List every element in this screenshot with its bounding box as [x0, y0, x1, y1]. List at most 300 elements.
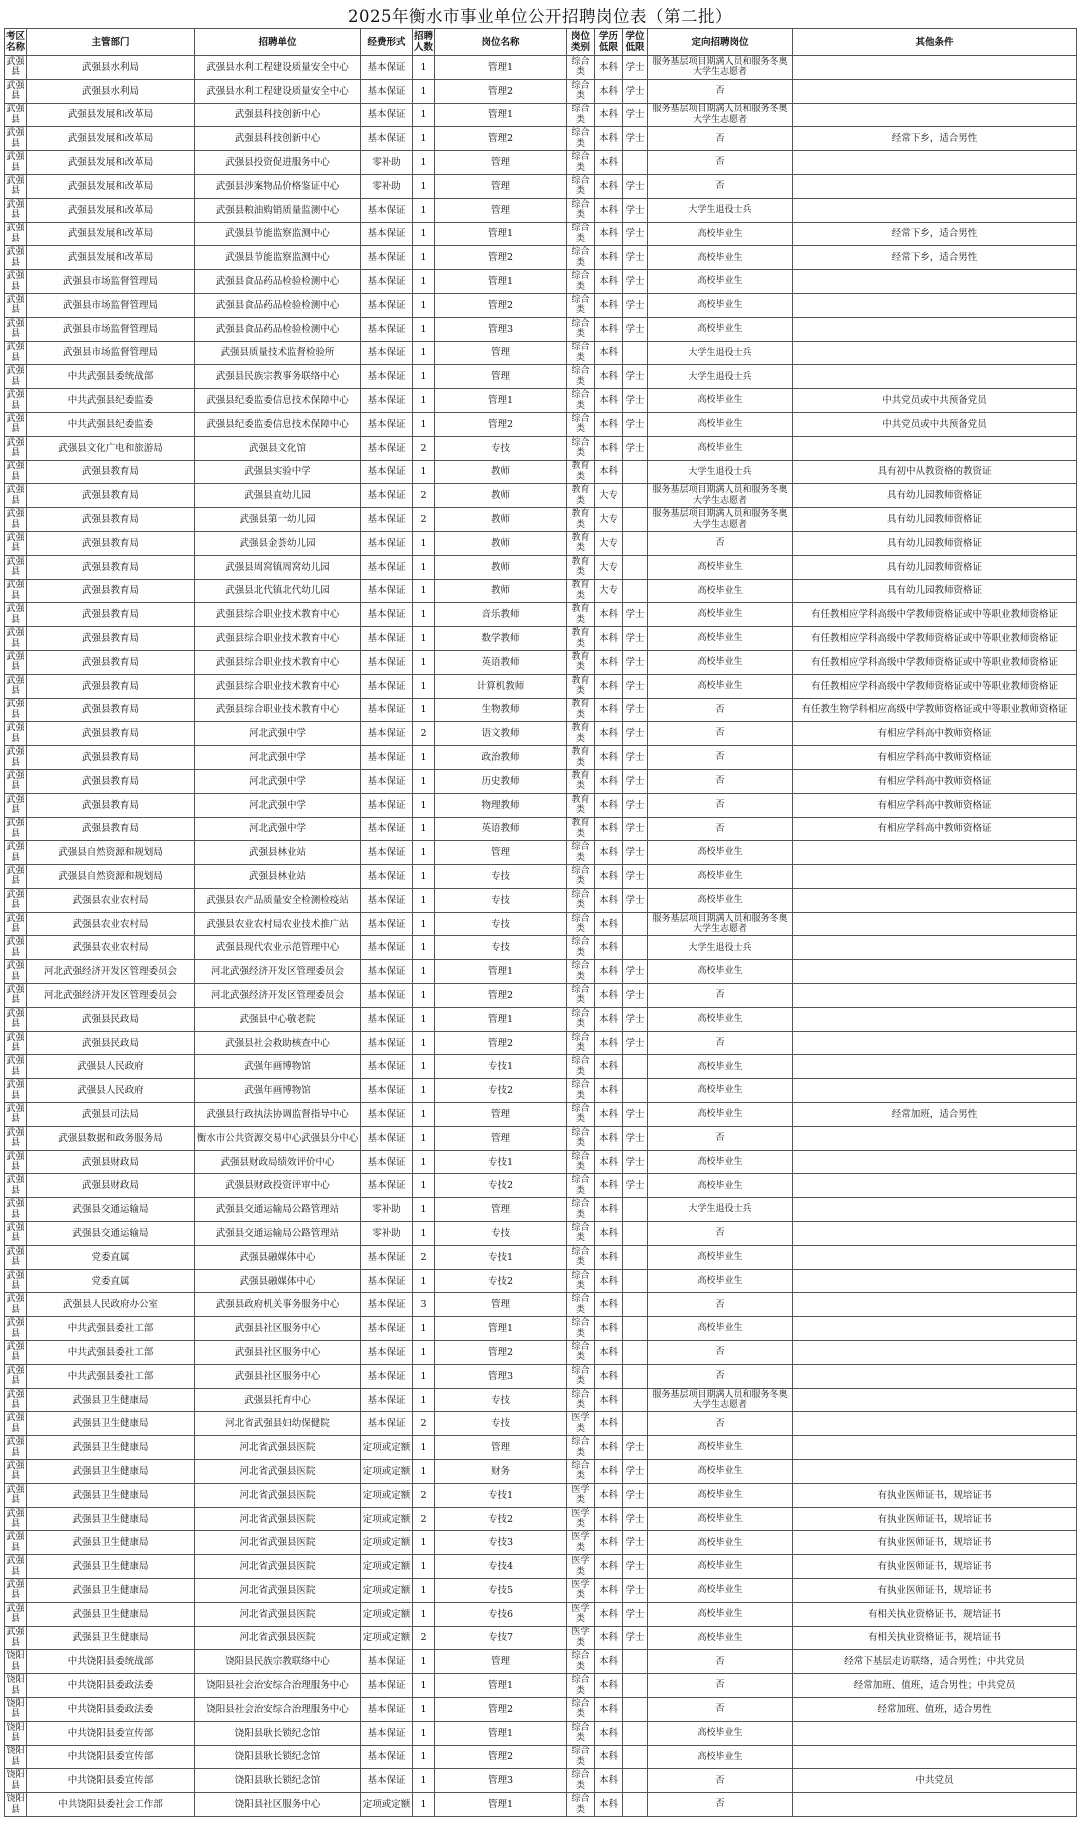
cell-other: 中共党员或中共预备党员 [793, 389, 1077, 413]
cell-position: 管理2 [435, 127, 567, 151]
table-header-row [5, 29, 1077, 56]
cell-targeted: 否 [648, 698, 793, 722]
cell-education: 本科 [595, 1079, 623, 1103]
cell-degree [623, 1364, 648, 1388]
cell-education: 本科 [595, 1317, 623, 1341]
cell-district: 武强县 [6, 199, 25, 221]
cell-count: 3 [413, 1293, 435, 1317]
cell-department: 河北武强经济开发区管理委员会 [27, 960, 195, 984]
cell-category: 医学类 [567, 1531, 595, 1555]
cell-position: 管理 [435, 1126, 567, 1150]
cell-district: 武强县 [6, 1341, 25, 1363]
table-row [5, 1317, 1077, 1341]
cell-degree [623, 531, 648, 555]
cell-other: 有相关执业资格证书，规培证书 [793, 1602, 1077, 1626]
cell-district: 武强县 [6, 128, 25, 149]
cell-funding: 基本保证 [361, 1745, 413, 1769]
cell-funding: 基本保证 [361, 1031, 413, 1055]
cell-count: 2 [413, 436, 435, 460]
table-row [5, 817, 1077, 841]
cell-targeted: 否 [648, 1674, 793, 1698]
cell-targeted: 高校毕业生 [648, 1150, 793, 1174]
cell-targeted: 高校毕业生 [648, 579, 793, 603]
cell-position: 计算机教师 [435, 674, 567, 698]
cell-other [793, 1269, 1077, 1293]
cell-district: 武强县 [6, 366, 25, 387]
table-row [5, 127, 1077, 151]
cell-count: 1 [413, 603, 435, 627]
cell-other [793, 1388, 1077, 1412]
cell-targeted: 否 [648, 1222, 793, 1246]
cell-degree [623, 1198, 648, 1222]
cell-funding: 基本保证 [361, 460, 413, 484]
cell-other [793, 888, 1077, 912]
cell-other: 经常下乡，适合男性 [793, 222, 1077, 246]
cell-other: 有相应学科高中教师资格证 [793, 817, 1077, 841]
cell-department: 武强县卫生健康局 [27, 1388, 195, 1412]
cell-employer: 武强县现代农业示范管理中心 [195, 936, 361, 960]
cell-funding: 基本保证 [361, 103, 413, 127]
cell-count: 1 [413, 79, 435, 103]
cell-employer: 河北省武强县医院 [195, 1460, 361, 1484]
cell-funding: 基本保证 [361, 79, 413, 103]
cell-targeted: 否 [648, 1293, 793, 1317]
cell-education: 大专 [595, 484, 623, 508]
cell-degree: 学士 [623, 317, 648, 341]
cell-employer: 饶阳县耿长锁纪念馆 [195, 1745, 361, 1769]
cell-category: 综合类 [567, 1317, 595, 1341]
cell-position: 管理 [435, 841, 567, 865]
cell-education: 本科 [595, 769, 623, 793]
table-row [5, 1388, 1077, 1412]
cell-count: 1 [413, 984, 435, 1008]
cell-department: 中共武强县委社工部 [27, 1364, 195, 1388]
cell-funding: 定项或定额 [361, 1793, 413, 1817]
cell-department: 武强县市场监督管理局 [27, 293, 195, 317]
table-row [5, 198, 1077, 222]
cell-targeted: 高校毕业生 [648, 1602, 793, 1626]
cell-employer: 武强县食品药品检验检测中心 [195, 317, 361, 341]
cell-category: 综合类 [567, 1793, 595, 1817]
cell-department: 武强县人民政府办公室 [27, 1293, 195, 1317]
cell-employer: 饶阳县社会治安综合治理服务中心 [195, 1674, 361, 1698]
cell-education: 本科 [595, 650, 623, 674]
cell-funding: 定项或定额 [361, 1483, 413, 1507]
cell-targeted: 高校毕业生 [648, 1483, 793, 1507]
cell-district: 武强县 [6, 1365, 25, 1387]
cell-degree [623, 1317, 648, 1341]
cell-category: 综合类 [567, 246, 595, 270]
cell-employer: 武强年画博物馆 [195, 1079, 361, 1103]
cell-degree [623, 341, 648, 365]
cell-targeted: 否 [648, 1697, 793, 1721]
cell-department: 武强县司法局 [27, 1103, 195, 1127]
cell-position: 生物教师 [435, 698, 567, 722]
cell-other: 有相应学科高中教师资格证 [793, 769, 1077, 793]
cell-count: 1 [413, 579, 435, 603]
table-row [5, 888, 1077, 912]
cell-count: 2 [413, 484, 435, 508]
cell-degree [623, 1245, 648, 1269]
cell-funding: 基本保证 [361, 769, 413, 793]
cell-employer: 武强县节能监察监测中心 [195, 246, 361, 270]
cell-department: 武强县发展和改革局 [27, 222, 195, 246]
cell-department: 武强县教育局 [27, 817, 195, 841]
cell-other [793, 1293, 1077, 1317]
cell-funding: 基本保证 [361, 412, 413, 436]
cell-employer: 河北武强中学 [195, 769, 361, 793]
cell-district: 武强县 [6, 1437, 25, 1458]
cell-other: 有任教生物学科相应高级中学教师资格证或中等职业教师资格证 [793, 698, 1077, 722]
cell-targeted: 高校毕业生 [648, 603, 793, 627]
positions-table [4, 28, 1077, 1817]
cell-district: 武强县 [6, 556, 25, 578]
cell-category: 教育类 [567, 484, 595, 508]
cell-funding: 基本保证 [361, 722, 413, 746]
cell-district: 武强县 [6, 461, 25, 482]
table-row [5, 1531, 1077, 1555]
cell-department: 武强县卫生健康局 [27, 1579, 195, 1603]
cell-position: 专技1 [435, 1055, 567, 1079]
cell-district: 武强县 [6, 937, 25, 958]
cell-position: 音乐教师 [435, 603, 567, 627]
cell-other: 具有幼儿园教师资格证 [793, 531, 1077, 555]
cell-funding: 基本保证 [361, 912, 413, 936]
cell-category: 综合类 [567, 1055, 595, 1079]
cell-degree [623, 912, 648, 936]
cell-targeted: 高校毕业生 [648, 389, 793, 413]
cell-position: 专技7 [435, 1626, 567, 1650]
cell-funding: 基本保证 [361, 841, 413, 865]
table-row [5, 555, 1077, 579]
cell-education: 本科 [595, 793, 623, 817]
cell-department: 武强县卫生健康局 [27, 1483, 195, 1507]
cell-employer: 衡水市公共资源交易中心武强县分中心 [195, 1126, 361, 1150]
cell-department: 武强县数据和政务服务局 [27, 1126, 195, 1150]
cell-other [793, 151, 1077, 175]
cell-degree [623, 484, 648, 508]
table-row [5, 484, 1077, 508]
cell-count: 1 [413, 1436, 435, 1460]
header-category: 岗位类别 [567, 29, 595, 56]
cell-targeted: 高校毕业生 [648, 1555, 793, 1579]
cell-department: 武强县教育局 [27, 793, 195, 817]
cell-employer: 河北省武强县医院 [195, 1531, 361, 1555]
cell-category: 综合类 [567, 960, 595, 984]
cell-targeted: 否 [648, 984, 793, 1008]
cell-funding: 基本保证 [361, 936, 413, 960]
cell-count: 2 [413, 1412, 435, 1436]
cell-education: 本科 [595, 1055, 623, 1079]
cell-degree: 学士 [623, 1126, 648, 1150]
cell-degree: 学士 [623, 793, 648, 817]
cell-targeted: 高校毕业生 [648, 1245, 793, 1269]
cell-position: 管理1 [435, 1674, 567, 1698]
cell-employer: 河北省武强县医院 [195, 1507, 361, 1531]
cell-count: 1 [413, 341, 435, 365]
cell-other: 有执业医师证书，规培证书 [793, 1579, 1077, 1603]
table-row [5, 1198, 1077, 1222]
cell-employer: 武强县交通运输局公路管理站 [195, 1222, 361, 1246]
cell-district: 武强县 [6, 1603, 25, 1625]
cell-district: 武强县 [6, 1080, 25, 1101]
cell-department: 武强县市场监督管理局 [27, 317, 195, 341]
cell-degree [623, 1055, 648, 1079]
cell-targeted: 高校毕业生 [648, 1079, 793, 1103]
cell-other [793, 960, 1077, 984]
cell-category: 综合类 [567, 1103, 595, 1127]
cell-education: 大专 [595, 508, 623, 532]
cell-department: 武强县民政局 [27, 1007, 195, 1031]
cell-district: 武强县 [6, 1460, 25, 1482]
table-row [5, 579, 1077, 603]
cell-education: 本科 [595, 865, 623, 889]
table-row [5, 460, 1077, 484]
cell-degree: 学士 [623, 56, 648, 80]
cell-education: 本科 [595, 674, 623, 698]
cell-district: 武强县 [6, 770, 25, 792]
cell-category: 教育类 [567, 460, 595, 484]
cell-degree [623, 1745, 648, 1769]
cell-department: 武强县教育局 [27, 579, 195, 603]
table-row [5, 1150, 1077, 1174]
cell-other [793, 936, 1077, 960]
cell-other [793, 198, 1077, 222]
cell-employer: 武强县社区服务中心 [195, 1364, 361, 1388]
cell-employer: 武强县交通运输局公路管理站 [195, 1198, 361, 1222]
cell-other [793, 1436, 1077, 1460]
table-row [5, 222, 1077, 246]
cell-education: 本科 [595, 1412, 623, 1436]
cell-degree: 学士 [623, 888, 648, 912]
cell-department: 中共武强县纪委监委 [27, 389, 195, 413]
cell-funding: 定项或定额 [361, 1602, 413, 1626]
cell-department: 武强县发展和改革局 [27, 127, 195, 151]
cell-targeted: 否 [648, 722, 793, 746]
cell-category: 综合类 [567, 1126, 595, 1150]
cell-department: 党委直属 [27, 1269, 195, 1293]
table-row [5, 1602, 1077, 1626]
cell-position: 专技6 [435, 1602, 567, 1626]
cell-department: 武强县发展和改革局 [27, 174, 195, 198]
cell-position: 专技3 [435, 1531, 567, 1555]
cell-targeted: 否 [648, 151, 793, 175]
cell-district: 武强县 [6, 1532, 25, 1553]
table-row [5, 674, 1077, 698]
cell-targeted: 高校毕业生 [648, 436, 793, 460]
cell-employer: 武强县水利工程建设质量安全中心 [195, 79, 361, 103]
table-row [5, 531, 1077, 555]
header-degree: 学位低限 [623, 29, 648, 56]
cell-department: 武强县市场监督管理局 [27, 270, 195, 294]
cell-district: 武强县 [6, 961, 25, 982]
cell-education: 本科 [595, 1697, 623, 1721]
cell-employer: 河北省武强县医院 [195, 1483, 361, 1507]
cell-category: 综合类 [567, 1269, 595, 1293]
cell-district: 武强县 [6, 984, 25, 1006]
cell-education: 本科 [595, 103, 623, 127]
cell-other: 中共党员或中共预备党员 [793, 412, 1077, 436]
cell-department: 武强县水利局 [27, 79, 195, 103]
cell-department: 中共武强县委社工部 [27, 1341, 195, 1365]
cell-targeted: 服务基层项目期满人员和服务冬奥大学生志愿者 [648, 56, 793, 80]
header-count: 招聘人数 [413, 29, 435, 56]
cell-funding: 基本保证 [361, 1650, 413, 1674]
cell-count: 1 [413, 555, 435, 579]
cell-other: 有执业医师证书，规培证书 [793, 1507, 1077, 1531]
cell-education: 本科 [595, 460, 623, 484]
cell-position: 管理2 [435, 1031, 567, 1055]
cell-category: 综合类 [567, 984, 595, 1008]
cell-funding: 基本保证 [361, 341, 413, 365]
page-title: 2025年衡水市事业单位公开招聘岗位表（第二批） [348, 7, 732, 26]
cell-district: 武强县 [6, 747, 25, 768]
cell-employer: 武强县托育中心 [195, 1388, 361, 1412]
cell-count: 1 [413, 1222, 435, 1246]
cell-category: 综合类 [567, 1364, 595, 1388]
cell-education: 本科 [595, 56, 623, 80]
cell-other: 中共党员 [793, 1769, 1077, 1793]
cell-funding: 基本保证 [361, 1697, 413, 1721]
cell-position: 专技1 [435, 1483, 567, 1507]
cell-funding: 基本保证 [361, 1293, 413, 1317]
cell-other [793, 436, 1077, 460]
cell-targeted: 否 [648, 1031, 793, 1055]
cell-targeted: 高校毕业生 [648, 317, 793, 341]
header-targeted: 定向招聘岗位 [648, 29, 793, 56]
cell-education: 本科 [595, 1602, 623, 1626]
cell-employer: 武强县融媒体中心 [195, 1245, 361, 1269]
cell-position: 专技 [435, 912, 567, 936]
cell-position: 教师 [435, 460, 567, 484]
cell-other [793, 841, 1077, 865]
cell-degree: 学士 [623, 1555, 648, 1579]
cell-count: 1 [413, 1269, 435, 1293]
cell-category: 综合类 [567, 79, 595, 103]
cell-category: 综合类 [567, 365, 595, 389]
cell-education: 本科 [595, 698, 623, 722]
cell-targeted: 大学生退役士兵 [648, 341, 793, 365]
cell-other [793, 1460, 1077, 1484]
cell-education: 本科 [595, 1198, 623, 1222]
cell-position: 专技2 [435, 1174, 567, 1198]
cell-other: 具有幼儿园教师资格证 [793, 484, 1077, 508]
cell-degree [623, 1222, 648, 1246]
cell-education: 大专 [595, 579, 623, 603]
cell-degree: 学士 [623, 674, 648, 698]
cell-education: 大专 [595, 555, 623, 579]
table-row [5, 508, 1077, 532]
cell-count: 1 [413, 151, 435, 175]
cell-category: 教育类 [567, 508, 595, 532]
cell-count: 1 [413, 246, 435, 270]
cell-targeted: 否 [648, 1126, 793, 1150]
cell-degree [623, 1388, 648, 1412]
cell-district: 饶阳县 [6, 1698, 25, 1720]
cell-position: 管理 [435, 1436, 567, 1460]
cell-targeted: 高校毕业生 [648, 865, 793, 889]
cell-department: 中共饶阳县委统战部 [27, 1650, 195, 1674]
cell-degree: 学士 [623, 103, 648, 127]
cell-employer: 武强县质量技术监督检验所 [195, 341, 361, 365]
cell-employer: 河北武强中学 [195, 746, 361, 770]
cell-category: 综合类 [567, 341, 595, 365]
cell-funding: 基本保证 [361, 531, 413, 555]
cell-other: 有任教相应学科高级中学教师资格证或中等职业教师资格证 [793, 674, 1077, 698]
cell-district: 武强县 [6, 604, 25, 625]
cell-count: 1 [413, 317, 435, 341]
cell-degree: 学士 [623, 436, 648, 460]
cell-count: 1 [413, 1055, 435, 1079]
cell-education: 本科 [595, 1364, 623, 1388]
cell-district: 武强县 [6, 80, 25, 102]
cell-targeted: 否 [648, 793, 793, 817]
cell-category: 综合类 [567, 222, 595, 246]
cell-district: 武强县 [6, 485, 25, 506]
cell-education: 本科 [595, 436, 623, 460]
header-district: 考区名称 [5, 29, 27, 56]
cell-category: 综合类 [567, 1650, 595, 1674]
cell-district: 武强县 [6, 1008, 25, 1030]
cell-category: 综合类 [567, 1031, 595, 1055]
cell-district: 饶阳县 [6, 1794, 25, 1815]
cell-other [793, 912, 1077, 936]
cell-count: 1 [413, 912, 435, 936]
cell-employer: 河北武强中学 [195, 722, 361, 746]
cell-category: 综合类 [567, 1460, 595, 1484]
cell-education: 本科 [595, 1150, 623, 1174]
cell-targeted: 高校毕业生 [648, 412, 793, 436]
cell-targeted: 高校毕业生 [648, 1626, 793, 1650]
cell-employer: 河北省武强县妇幼保健院 [195, 1412, 361, 1436]
cell-position: 管理2 [435, 79, 567, 103]
cell-count: 2 [413, 1245, 435, 1269]
cell-funding: 基本保证 [361, 1079, 413, 1103]
cell-position: 物理教师 [435, 793, 567, 817]
cell-education: 大专 [595, 531, 623, 555]
cell-count: 1 [413, 1555, 435, 1579]
cell-position: 管理 [435, 174, 567, 198]
cell-category: 综合类 [567, 1721, 595, 1745]
cell-district: 饶阳县 [6, 1651, 25, 1672]
cell-employer: 河北武强中学 [195, 817, 361, 841]
cell-department: 武强县农业农村局 [27, 936, 195, 960]
cell-employer: 武强县周窝镇周窝幼儿园 [195, 555, 361, 579]
cell-employer: 饶阳县民族宗教联络中心 [195, 1650, 361, 1674]
cell-other [793, 865, 1077, 889]
cell-district: 武强县 [6, 247, 25, 268]
cell-count: 1 [413, 1697, 435, 1721]
cell-funding: 基本保证 [361, 1769, 413, 1793]
cell-category: 综合类 [567, 151, 595, 175]
cell-degree: 学士 [623, 1150, 648, 1174]
cell-position: 管理1 [435, 1007, 567, 1031]
cell-education: 本科 [595, 246, 623, 270]
cell-employer: 武强县金荟幼儿园 [195, 531, 361, 555]
cell-funding: 基本保证 [361, 650, 413, 674]
cell-funding: 零补助 [361, 174, 413, 198]
cell-other [793, 1793, 1077, 1817]
cell-position: 专技 [435, 865, 567, 889]
cell-employer: 武强县水利工程建设质量安全中心 [195, 56, 361, 80]
cell-employer: 武强县社会救助核查中心 [195, 1031, 361, 1055]
cell-degree: 学士 [623, 79, 648, 103]
cell-degree [623, 1793, 648, 1817]
table-row [5, 1650, 1077, 1674]
table-row [5, 1579, 1077, 1603]
cell-position: 财务 [435, 1460, 567, 1484]
cell-targeted: 服务基层项目期满人员和服务冬奥大学生志愿者 [648, 508, 793, 532]
